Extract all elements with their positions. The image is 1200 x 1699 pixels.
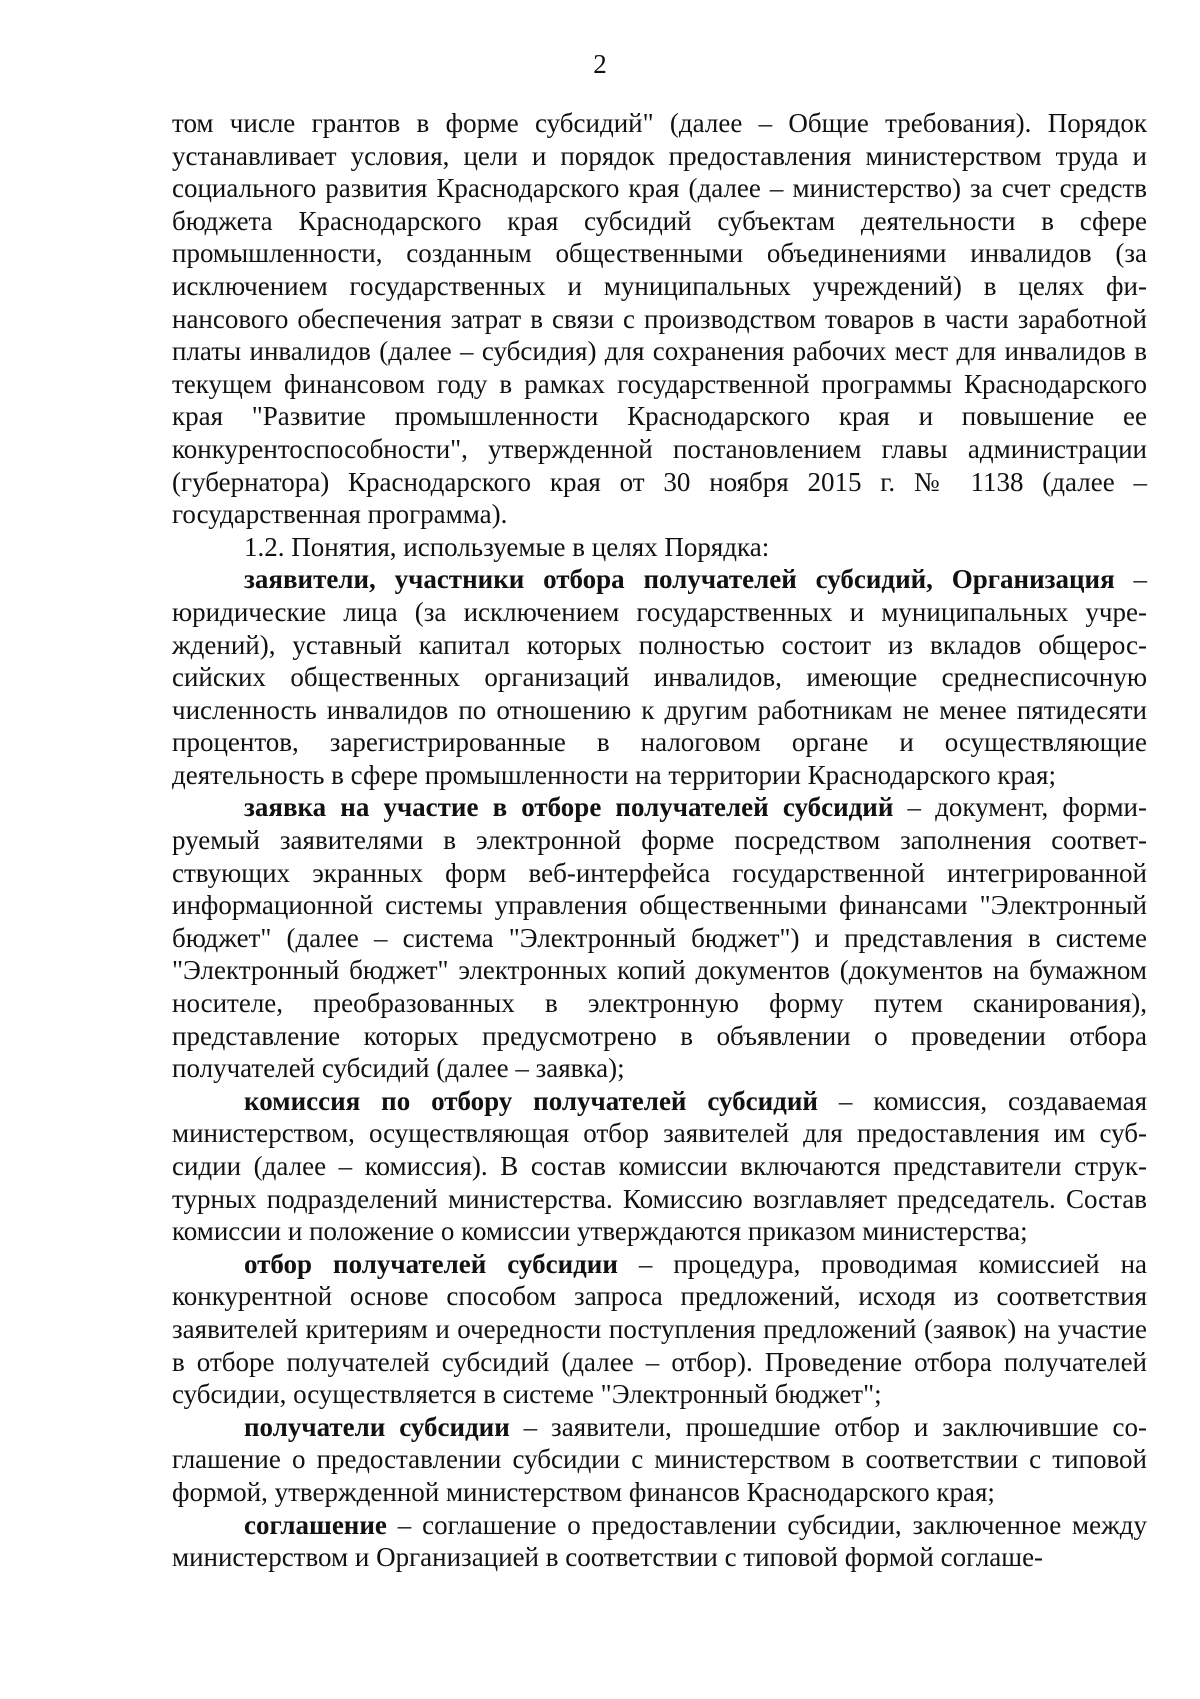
- defined-term-agreement: соглашение: [244, 1509, 387, 1540]
- document-body: [172, 107, 1147, 1574]
- paragraph-definition-recipients: [172, 1411, 1147, 1509]
- paragraph-intro-continuation: том числе грантов в форме субсидий" (далее – Общие требования). Порядок устанавливает условия, цели и порядок предоставления министерством труда и социального развития Краснодарского края (далее – министерство) за счет средств бюджета Краснодарского края субсидий субъектам деятельности в сфере промышленности, созданным общественными объединениями инвалидов (за исключением государственных и муниципальных учреждений) в целях финансового обеспечения затрат в связи с производством товаров в части заработной платы инвалидов (далее – субсидия) для сохранения рабочих мест для инвалидов в текущем финансовом году в рамках государственной программы Краснодарского края "Развитие промышленности Краснодарского края и повышение ее конкурентоспособности", утвержденной постановлением главы администрации (губернатора) Краснодарского края от 30 ноября 2015 г. № 1138 (далее – государственная программа).: [172, 108, 1147, 530]
- definition-text-commission: – комиссия, создаваемая министерством, осуществляющая отбор заявителей для предоставления им субсидии (далее – комиссия). В состав комиссии включаются представители структурных подразделений министерства. Комиссию возглавляет председатель. Состав комиссии и положение о комиссии утверждаются приказом министерства;: [172, 1085, 1147, 1247]
- definition-text-agreement: – соглашение о предоставлении субсидии, заключенное между министерством и Организацией в соответствии с типовой формой соглаше-: [172, 1509, 1147, 1573]
- definition-text-selection: – процедура, проводимая комиссией на конкурентной основе способом запроса предложений, исходя из соответствия заявителей критериям и очередности поступления предложений (заявок) на участие в отборе получателей субсидий (далее – отбор). Проведение отбора получателей субсидии, осуществляется в системе "Электронный бюджет";: [172, 1248, 1148, 1410]
- defined-term-selection: отбор получателей субсидии: [244, 1248, 618, 1279]
- definition-text-applicants: – юридические лица (за исключением государственных и муниципальных учреждений), уставный капитал которых полностью состоит из вкладов общероссийских общественных организаций инвалидов, имеющие среднесписочную численность инвалидов по отношению к другим работникам не менее пятидесяти процентов, зарегистрированные в налоговом органе и осуществляющие деятельность в сфере промышленности на территории Краснодарского края;: [172, 564, 1148, 790]
- paragraph-definition-agreement: [172, 1509, 1147, 1574]
- paragraph-definition-applicants: [172, 563, 1147, 791]
- paragraph-definition-selection: [172, 1248, 1147, 1411]
- definition-text-application: – документ, формируемый заявителями в электронной форме посредством заполнения соответствующих экранных форм веб-интерфейса государственной интегрированной информационной системы управления общественными финансами "Электронный бюджет" (далее – система "Электронный бюджет") и представления в системе "Электронный бюджет" электронных копий документов (документов на бумажном носителе, преобразованных в электронную форму путем сканирования), представление которых предусмотрено в объявлении о проведении отбора получателей субсидий (далее – заявка);: [172, 792, 1147, 1084]
- defined-term-recipients: получатели субсидии: [244, 1411, 510, 1442]
- page-number: 2: [593, 49, 607, 79]
- definition-text-recipients: – заявители, прошедшие отбор и заключившие соглашение о предоставлении субсидии с министерством в соответствии с типовой формой, утвержденной министерством финансов Краснодарского края;: [172, 1411, 1147, 1507]
- defined-term-applicants: заявители, участники отбора получателей субсидий, Организация: [244, 564, 1115, 595]
- defined-term-commission: комиссия по отбору получателей субсидий: [244, 1085, 818, 1116]
- defined-term-application: заявка на участие в отборе получателей субсидий: [244, 792, 894, 823]
- paragraph-section-1-2: 1.2. Понятия, используемые в целях Порядка:: [244, 531, 770, 562]
- paragraph-definition-commission: [172, 1085, 1147, 1248]
- paragraph-definition-application: [172, 791, 1147, 1084]
